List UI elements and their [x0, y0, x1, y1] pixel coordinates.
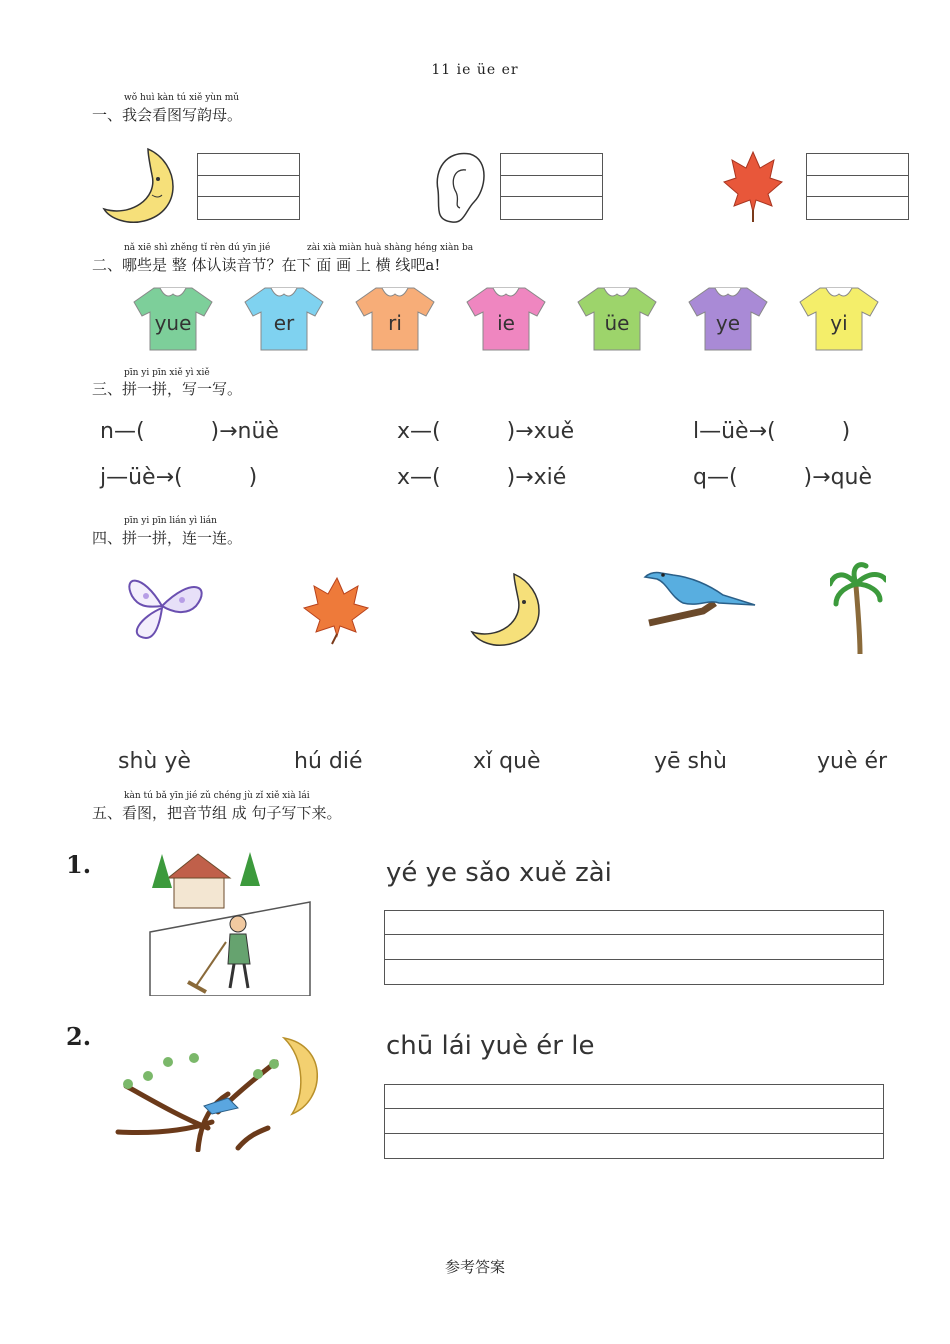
- footer-answer-key: 参考答案: [444, 1258, 505, 1276]
- section-3-heading: 三、拼一拼，写一写。: [92, 380, 243, 398]
- spell-expression[interactable]: x—( )→xuě: [397, 419, 575, 444]
- shirt-syllable-card[interactable]: [576, 284, 658, 352]
- shirt-label: yi: [830, 311, 848, 335]
- write-box-moon[interactable]: [197, 153, 300, 220]
- sentence-syllables: yé ye sǎo xuě zài: [386, 858, 612, 888]
- ear-image: [430, 150, 490, 226]
- sentence-syllables: chū lái yuè ér le: [386, 1031, 595, 1061]
- moon-image: [470, 570, 546, 648]
- page-title: 11 ie üe er: [431, 62, 519, 78]
- answer-lines-1[interactable]: [384, 910, 884, 985]
- moon-image: [100, 145, 182, 225]
- section-5-heading: 五、看图，把音节组 成 句子写下来。: [92, 804, 342, 822]
- leaf-image: [722, 150, 784, 224]
- leaf-image: [302, 576, 372, 646]
- spell-expression[interactable]: q—( )→què: [693, 465, 873, 490]
- write-box-ear[interactable]: [500, 153, 603, 220]
- shirt-label: üe: [604, 311, 630, 335]
- question-number: 2.: [66, 1022, 92, 1051]
- shirt-syllable-card[interactable]: [465, 284, 547, 352]
- shirt-label: ye: [715, 311, 741, 335]
- section-4-heading: 四、拼一拼，连一连。: [92, 529, 243, 547]
- spell-expression[interactable]: l—üè→( ): [693, 419, 851, 444]
- shirt-syllable-card[interactable]: [687, 284, 769, 352]
- coconut-tree-image: [830, 560, 886, 658]
- shirt-label: ie: [497, 311, 515, 335]
- shirt-syllable-card[interactable]: [243, 284, 325, 352]
- shirt-label: er: [273, 311, 295, 335]
- section-1-heading: 一、我会看图写韵母。: [92, 106, 243, 124]
- section-1-pinyin: wǒ huì kàn tú xiě yùn mǔ: [124, 93, 240, 103]
- snow-sweeping-image: [140, 846, 318, 996]
- spell-expression[interactable]: x—( )→xié: [397, 465, 567, 490]
- shirt-label: ri: [388, 311, 402, 335]
- spell-expression[interactable]: n—( )→nüè: [100, 419, 279, 444]
- match-word[interactable]: yuè ér: [817, 749, 888, 774]
- match-word[interactable]: xǐ què: [473, 749, 541, 774]
- shirt-syllable-card[interactable]: [132, 284, 214, 352]
- shirt-syllable-card[interactable]: [354, 284, 436, 352]
- section-2-heading: 二、哪些是 整 体认读音节？在下 面 画 上 横 线吧a!: [92, 256, 441, 274]
- tree-and-moon-image: [108, 1036, 328, 1152]
- shirt-label: yue: [154, 311, 192, 335]
- section-3-pinyin: pīn yi pīn xiě yì xiě: [124, 368, 210, 378]
- match-word[interactable]: yē shù: [654, 749, 727, 774]
- section-5-pinyin: kàn tú bǎ yīn jié zǔ chéng jù zǐ xiě xià lái: [124, 791, 310, 801]
- shirt-syllable-card[interactable]: [798, 284, 880, 352]
- butterfly-image: [122, 566, 208, 646]
- match-word[interactable]: shù yè: [118, 749, 191, 774]
- write-box-leaf[interactable]: [806, 153, 909, 220]
- spell-expression[interactable]: j—üè→( ): [100, 465, 258, 490]
- answer-lines-2[interactable]: [384, 1084, 884, 1159]
- section-2-pinyin-b: zài xià miàn huà shàng héng xiàn ba: [307, 243, 474, 253]
- section-4-pinyin: pīn yi pīn lián yì lián: [124, 516, 217, 526]
- question-number: 1.: [66, 850, 92, 879]
- magpie-image: [643, 563, 763, 657]
- section-2-pinyin-a: nǎ xiē shì zhěng tǐ rèn dú yīn jié: [124, 243, 271, 253]
- match-word[interactable]: hú dié: [294, 749, 363, 774]
